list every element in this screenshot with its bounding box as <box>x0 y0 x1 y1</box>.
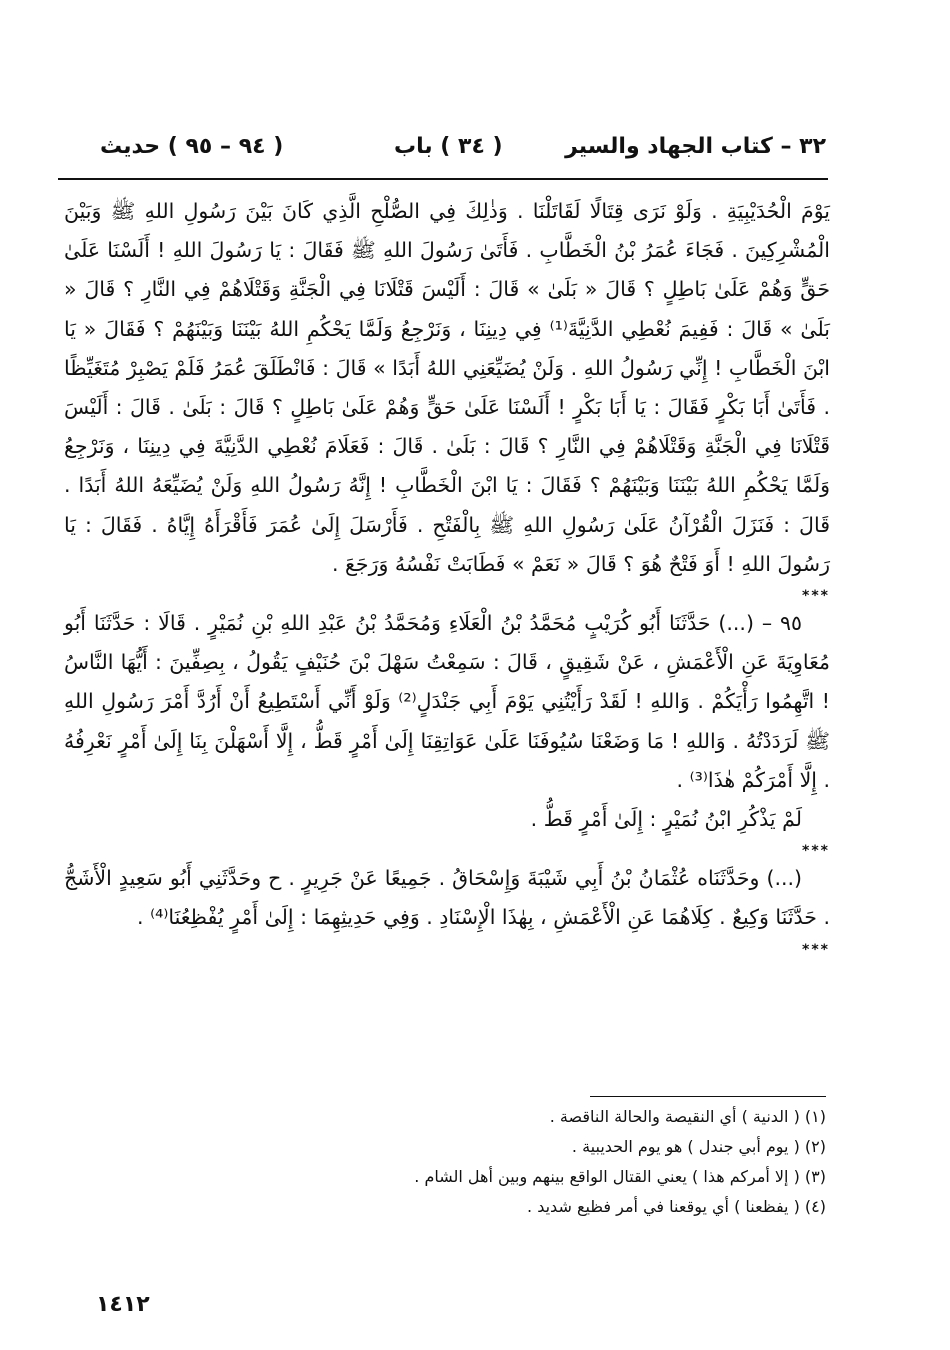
hadith-range: ( ٩٤ – ٩٥ ) حديث <box>100 134 284 159</box>
section-separator: *** <box>802 843 830 860</box>
hadith-95-text: ٩٥ – (...) حَدَّثَنَا أَبُو كُرَيْبٍ مُحَمَّدُ بْنُ الْعَلَاءِ وَمُحَمَّدُ بْنُ عَبْدِ اللهِ بْنِ نُمَيْرٍ . قَالَا : حَدَّثَنَا أَبُو مُعَاوِيَةَ عَنِ الْأَعْمَشِ ، عَنْ شَقِيقٍ ، قَالَ : سَمِعْتُ سَهْلَ بْنَ حُنَيْفٍ يَقُولُ ، بِصِفِّينَ : أَيُّهَا النَّاسُ ! اتَّهِمُوا رَأْيَكُمْ . وَاللهِ ! لَقَدْ رَأَيْتُنِي يَوْمَ أَبِي جَنْدَلٍ⁽²⁾ وَلَوْ أَنِّي أَسْتَطِيعُ أَنْ أَرُدَّ أَمْرَ رَسُولِ اللهِ ﷺ لَرَدَدْتُهُ . وَاللهِ ! مَا وَضَعْنَا سُيُوفَنَا عَلَىٰ عَوَاتِقِنَا إِلَىٰ أَمْرٍ قَطُّ ، إِلَّا أَسْهَلْنَ بِنَا إِلَىٰ أَمْرٍ نَعْرِفُهُ . إِلَّا أَمْرَكُمْ هٰذَا⁽³⁾ . <box>64 611 830 792</box>
header-rule <box>58 178 828 180</box>
hadith-94-text: يَوْمَ الْحُدَيْبِيَةِ . وَلَوْ نَرَى قِتَالًا لَقَاتَلْنَا . وَذٰلِكَ فِي الصُّلْحِ الَّذِي كَانَ بَيْنَ رَسُولِ اللهِ ﷺ وَبَيْنَ الْمُشْرِكِينَ . فَجَاءَ عُمَرُ بْنُ الْخَطَّابِ . فَأَتَىٰ رَسُولَ اللهِ ﷺ فَقَالَ : يَا رَسُولَ اللهِ ! أَلَسْنَا عَلَىٰ حَقٍّ وَهُمْ عَلَىٰ بَاطِلٍ ؟ قَالَ « بَلَىٰ » قَالَ : أَلَيْسَ قَتْلَانَا فِي الْجَنَّةِ وَقَتْلَاهُمْ فِي النَّارِ ؟ قَالَ « بَلَىٰ » قَالَ : فَفِيمَ نُعْطِي الدَّنِيَّةَ⁽¹⁾ فِي دِينِنَا ، وَنَرْجِعُ وَلَمَّا يَحْكُمِ اللهُ بَيْنَنَا وَبَيْنَهُمْ ؟ فَقَالَ « يَا ابْنَ الْخَطَّابِ ! إِنِّي رَسُولُ اللهِ . وَلَنْ يُضَيِّعَنِي اللهُ أَبَدًا » قَالَ : فَانْطَلَقَ عُمَرُ فَلَمْ يَصْبِرْ مُتَغَيِّظًا . فَأَتَىٰ أَبَا بَكْرٍ فَقَالَ : يَا أَبَا بَكْرٍ ! أَلَسْنَا عَلَىٰ حَقٍّ وَهُمْ عَلَىٰ بَاطِلٍ ؟ قَالَ : بَلَىٰ . قَالَ : أَلَيْسَ قَتْلَانَا فِي الْجَنَّةِ وَقَتْلَاهُمْ فِي النَّارِ ؟ قَالَ : بَلَىٰ . قَالَ : فَعَلَامَ نُعْطِي الدَّنِيَّةَ فِي دِينِنَا ، وَنَرْجِعُ وَلَمَّا يَحْكُمِ اللهُ بَيْنَنَا وَبَيْنَهُمْ ؟ فَقَالَ : يَا ابْنَ الْخَطَّابِ ! إِنَّهُ رَسُولُ اللهِ وَلَنْ يُضَيِّعَهُ اللهُ أَبَدًا . قَالَ : فَنَزَلَ الْقُرْآنُ عَلَىٰ رَسُولِ اللهِ ﷺ بِالْفَتْحِ . فَأَرْسَلَ إِلَىٰ عُمَرَ فَأَقْرَأَهُ إِيَّاهُ . فَقَالَ : يَا رَسُولَ اللهِ ! أَوَ فَتْحٌ هُوَ ؟ قَالَ « نَعَمْ » فَطَابَتْ نَفْسُهُ وَرَجَعَ . <box>64 199 830 576</box>
main-text <box>64 192 830 958</box>
hadith-95-chain: (...) وحَدَّثَنَاه عُثْمَانُ بْنُ أَبِي شَيْبَةَ وَإِسْحَاقُ . جَمِيعًا عَنْ جَرِيرٍ . ح وحَدَّثَنِي أَبُو سَعِيدٍ الْأَشَجُّ . حَدَّثَنَا وَكِيعٌ . كِلَاهُمَا عَنِ الْأَعْمَشِ ، بِهٰذَا الْإِسْنَادِ . وَفِي حَدِيثِهِمَا : إِلَىٰ أَمْرٍ يُفْظِعُنَا⁽⁴⁾ . <box>64 866 830 930</box>
page-number: ١٤١٢ <box>96 1292 150 1317</box>
footnote-1: (١) ( الدنية ) أي النقيصة والحالة الناقصة . <box>549 1107 826 1126</box>
footnote-4: (٤) ( يفظعنا ) أي يوقعنا في أمر فظيع شديد . <box>527 1197 826 1216</box>
footnotes <box>300 1102 826 1222</box>
footnote-2: (٢) ( يوم أبي جندل ) هو يوم الحديبية . <box>571 1137 826 1156</box>
chapter-number: ( ٣٤ ) باب <box>394 134 503 159</box>
section-separator: *** <box>802 588 830 605</box>
narrator-note: لَمْ يَذْكُرِ ابْنُ نُمَيْرٍ : إِلَىٰ أَمْرٍ قَطُّ . <box>530 807 802 832</box>
section-separator: *** <box>802 941 830 958</box>
footnote-rule <box>590 1096 826 1097</box>
book-title: ٣٢ – كتاب الجهاد والسير <box>565 134 826 159</box>
running-header <box>60 128 826 176</box>
footnote-3: (٣) ( إلا أمركم هذا ) يعني القتال الواقع بينهم وبين أهل الشام . <box>414 1167 826 1186</box>
